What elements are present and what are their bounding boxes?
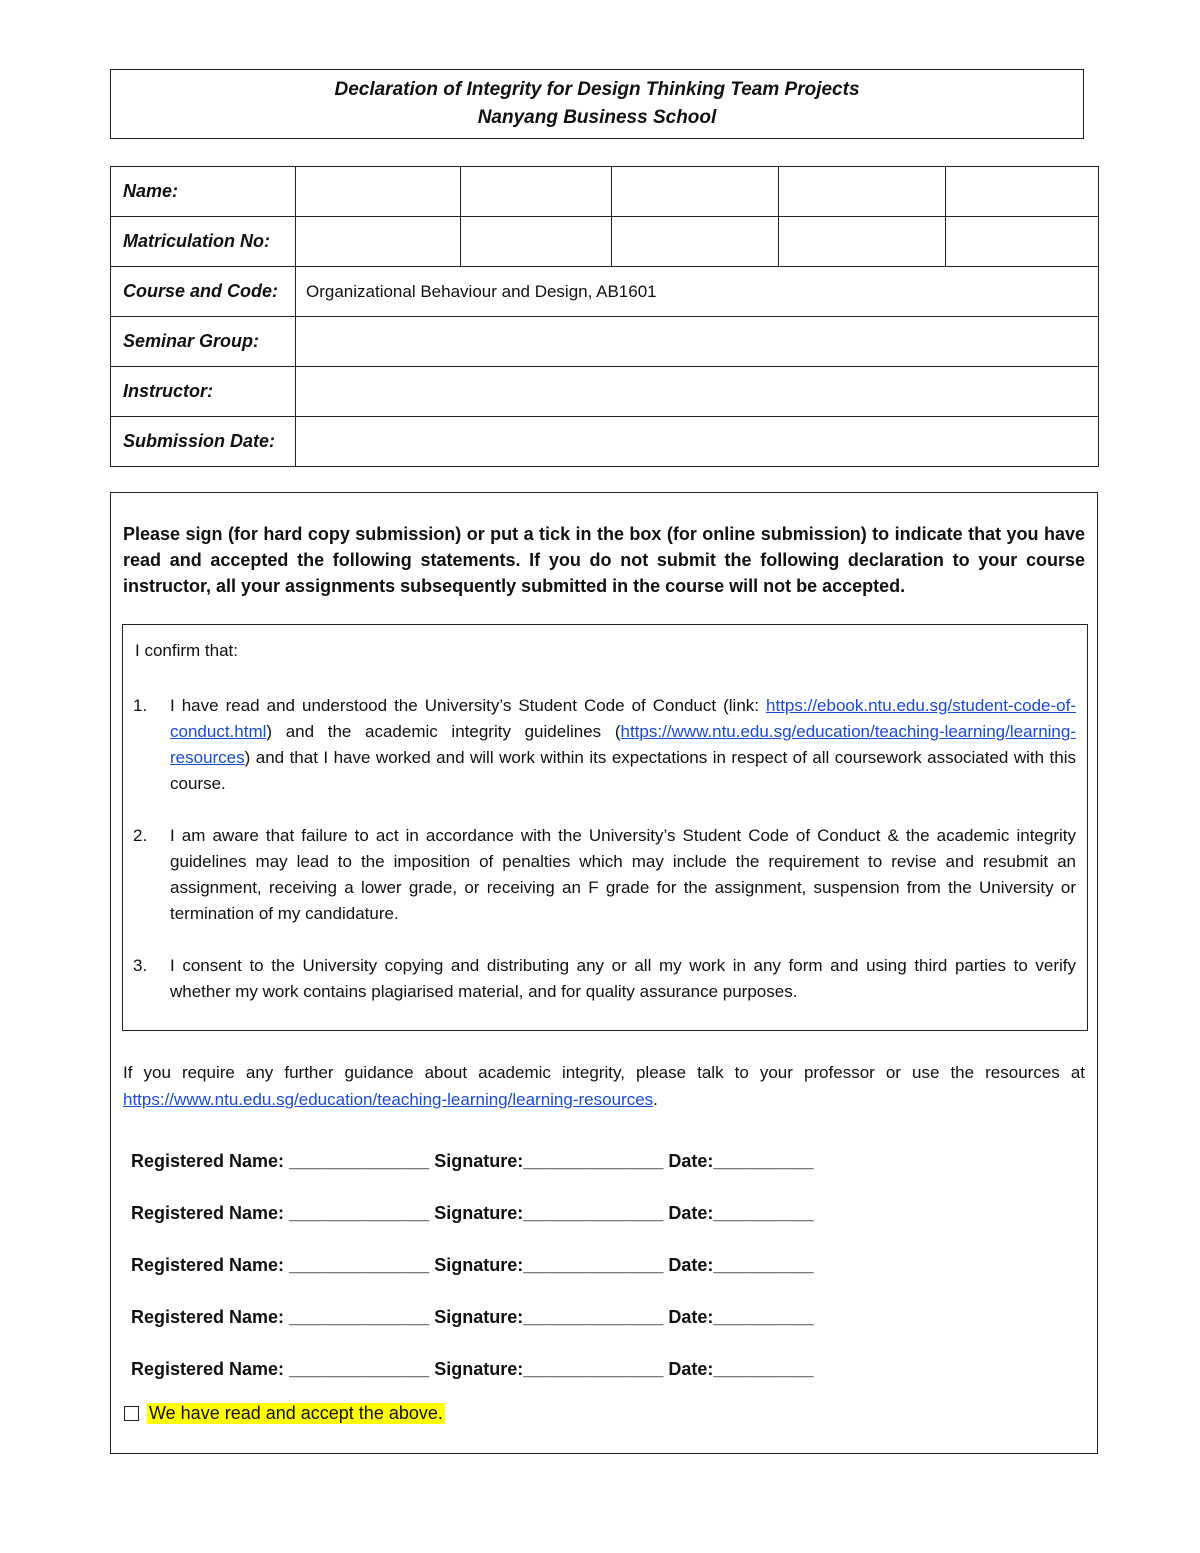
- name-label: Name:: [111, 167, 296, 217]
- confirm-heading: I confirm that:: [135, 641, 238, 660]
- declaration-section: [110, 492, 1098, 1454]
- acknowledgement: [124, 1403, 445, 1424]
- student-info-table: [110, 166, 1099, 467]
- statement-1-text-c: ) and that I have worked and will work within its expectations in respect of all coursework associated with this course.: [170, 748, 1076, 793]
- statement-1-number: 1.: [133, 696, 148, 715]
- submission-row: [111, 417, 1099, 467]
- seminar-row: [111, 317, 1099, 367]
- signature-row-4[interactable]: Registered Name: ______________ Signature:______________ Date:__________: [131, 1306, 814, 1327]
- statement-3-text: I consent to the University copying and distributing any or all my work in any form and using third parties to verify whether my work contains plagiarised material, and for quality assurance purposes.: [170, 956, 1076, 1001]
- matric-cell-3[interactable]: [612, 217, 779, 267]
- statement-2: [133, 823, 1076, 927]
- seminar-field[interactable]: [296, 317, 1099, 367]
- document-subtitle: Nanyang Business School: [477, 107, 717, 128]
- guidance-text: [123, 1059, 1085, 1113]
- statement-1-text-a: I have read and understood the University’s Student Code of Conduct (link:: [170, 696, 767, 715]
- instructor-row: [111, 367, 1099, 417]
- statement-1-text-b: ) and the academic integrity guidelines (: [266, 722, 621, 741]
- name-cell-3[interactable]: [612, 167, 779, 217]
- name-cell-5[interactable]: [946, 167, 1099, 217]
- statement-1: [133, 693, 1076, 797]
- name-cell-1[interactable]: [296, 167, 461, 217]
- confirmation-box: [122, 624, 1088, 1031]
- statements-list: [133, 693, 1076, 1031]
- signature-row-3[interactable]: Registered Name: ______________ Signature:______________ Date:__________: [131, 1254, 814, 1275]
- acknowledgement-text: We have read and accept the above.: [149, 1403, 443, 1423]
- signature-block: [131, 1135, 813, 1395]
- matric-cell-4[interactable]: [779, 217, 946, 267]
- course-row: [111, 267, 1099, 317]
- title-box: [110, 69, 1084, 139]
- name-row: [111, 167, 1099, 217]
- matric-label: Matriculation No:: [111, 217, 296, 267]
- seminar-label: Seminar Group:: [111, 317, 296, 367]
- document-title: Declaration of Integrity for Design Thinking Team Projects: [334, 79, 860, 100]
- submission-label: Submission Date:: [111, 417, 296, 467]
- learning-resources-link[interactable]: https://www.ntu.edu.sg/education/teaching-learning/learning-resources: [170, 722, 1076, 767]
- course-label: Course and Code:: [111, 267, 296, 317]
- instructor-label: Instructor:: [111, 367, 296, 417]
- guidance-sentence: If you require any further guidance about academic integrity, please talk to your professor or use the resources at: [123, 1063, 1085, 1082]
- statement-3: [133, 953, 1076, 1005]
- guidance-resources-link[interactable]: https://www.ntu.edu.sg/education/teaching-learning/learning-resources: [123, 1090, 654, 1109]
- signature-row-5[interactable]: Registered Name: ______________ Signature:______________ Date:__________: [131, 1358, 814, 1379]
- instructor-field[interactable]: [296, 367, 1099, 417]
- code-of-conduct-link[interactable]: https://ebook.ntu.edu.sg/student-code-of-conduct.html: [170, 696, 1076, 741]
- submission-date-field[interactable]: [296, 417, 1099, 467]
- matric-cell-2[interactable]: [461, 217, 612, 267]
- statement-3-number: 3.: [133, 956, 148, 975]
- matric-row: [111, 217, 1099, 267]
- signature-row-1[interactable]: Registered Name: ______________ Signature:______________ Date:__________: [131, 1150, 814, 1171]
- matric-cell-5[interactable]: [946, 217, 1099, 267]
- guidance-end: .: [653, 1090, 658, 1109]
- name-cell-4[interactable]: [779, 167, 946, 217]
- course-value: Organizational Behaviour and Design, AB1601: [296, 267, 1099, 317]
- signature-row-2[interactable]: Registered Name: ______________ Signature:______________ Date:__________: [131, 1202, 814, 1223]
- statement-2-number: 2.: [133, 826, 148, 845]
- matric-cell-1[interactable]: [296, 217, 461, 267]
- name-cell-2[interactable]: [461, 167, 612, 217]
- checkbox-icon[interactable]: [124, 1406, 139, 1421]
- instructions-text: Please sign (for hard copy submission) or put a tick in the box (for online submission) to indicate that you have read and accepted the following statements. If you do not submit the following declaration to your course instructor, all your assignments subsequently submitted in the course will not be accepted.: [123, 524, 1085, 596]
- statement-2-text: I am aware that failure to act in accordance with the University’s Student Code of Conduct & the academic integrity guidelines may lead to the imposition of penalties which may include the requirement to revise and resubmit an assignment, receiving a lower grade, or receiving an F grade for the assignment, suspension from the University or termination of my candidature.: [170, 826, 1076, 923]
